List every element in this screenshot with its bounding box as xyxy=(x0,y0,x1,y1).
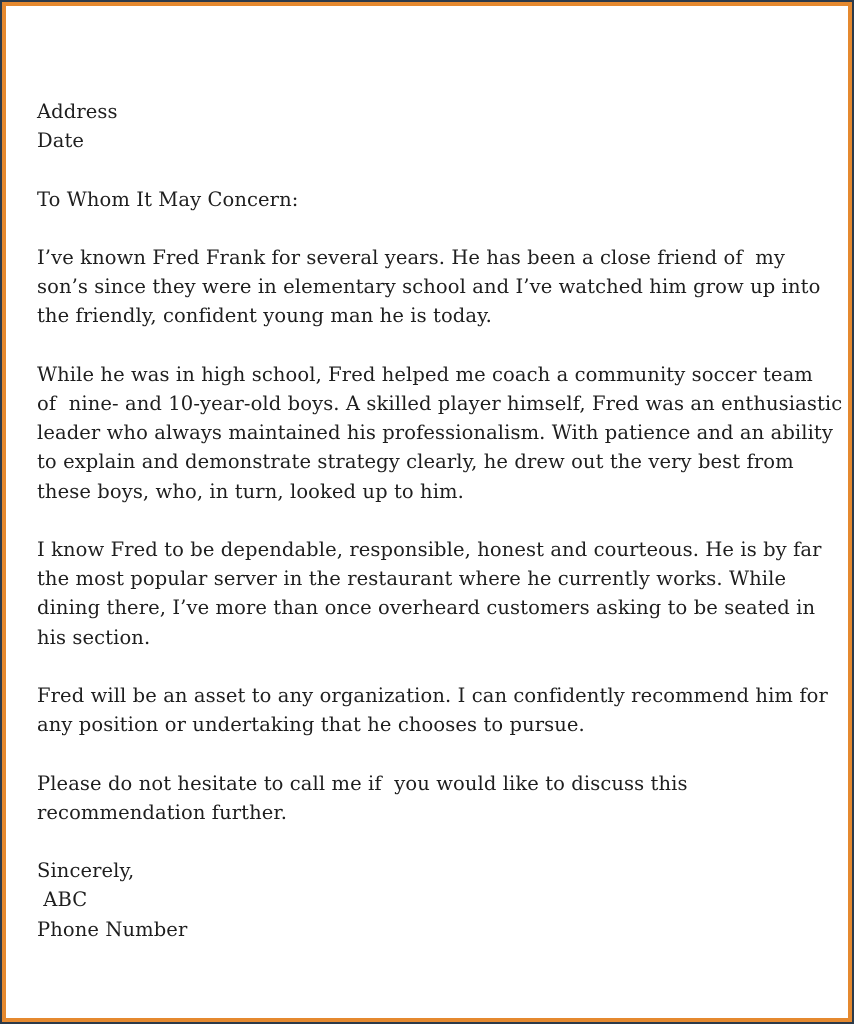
paragraph-line: Please do not hesitate to call me if you would like to discuss this xyxy=(37,771,688,795)
paragraph-line: to explain and demonstrate strategy clearly, he drew out the very best from xyxy=(37,450,794,474)
paragraph-5 xyxy=(37,769,837,827)
paragraph-3 xyxy=(37,535,837,652)
signature-block xyxy=(37,856,837,944)
paragraph-line: recommendation further. xyxy=(37,800,287,824)
letter-header xyxy=(37,97,837,155)
paragraph-line: While he was in high school, Fred helped me coach a community soccer team xyxy=(37,362,813,386)
salutation xyxy=(37,185,837,214)
salutation-text: To Whom It May Concern: xyxy=(37,187,299,211)
recommendation-letter xyxy=(37,97,843,944)
paragraph-2 xyxy=(37,360,843,506)
paragraph-line: any position or undertaking that he chooses to pursue. xyxy=(37,713,585,737)
signer-name: ABC xyxy=(37,888,88,912)
paragraph-line: of nine- and 10-year-old boys. A skilled player himself, Fred was an enthusiastic xyxy=(37,391,843,415)
paragraph-4 xyxy=(37,681,837,739)
paragraph-line: I know Fred to be dependable, responsible, honest and courteous. He is by far xyxy=(37,537,822,561)
paragraph-1 xyxy=(37,243,837,331)
paragraph-line: the friendly, confident young man he is today. xyxy=(37,304,492,328)
paragraph-line: dining there, I’ve more than once overheard customers asking to be seated in xyxy=(37,596,816,620)
paragraph-line: I’ve known Fred Frank for several years. He has been a close friend of my xyxy=(37,245,785,269)
date-line: Date xyxy=(37,129,85,153)
paragraph-line: leader who always maintained his professionalism. With patience and an ability xyxy=(37,421,833,445)
paragraph-line: the most popular server in the restaurant where he currently works. While xyxy=(37,567,787,591)
paragraph-line: his section. xyxy=(37,625,151,649)
closing-text: Sincerely, xyxy=(37,859,135,883)
paragraph-line: son’s since they were in elementary school and I’ve watched him grow up into xyxy=(37,275,821,299)
paragraph-line: Fred will be an asset to any organization. I can confidently recommend him for xyxy=(37,683,828,707)
paragraph-line: these boys, who, in turn, looked up to him. xyxy=(37,479,464,503)
phone-number: Phone Number xyxy=(37,917,188,941)
address-line: Address xyxy=(37,100,118,123)
